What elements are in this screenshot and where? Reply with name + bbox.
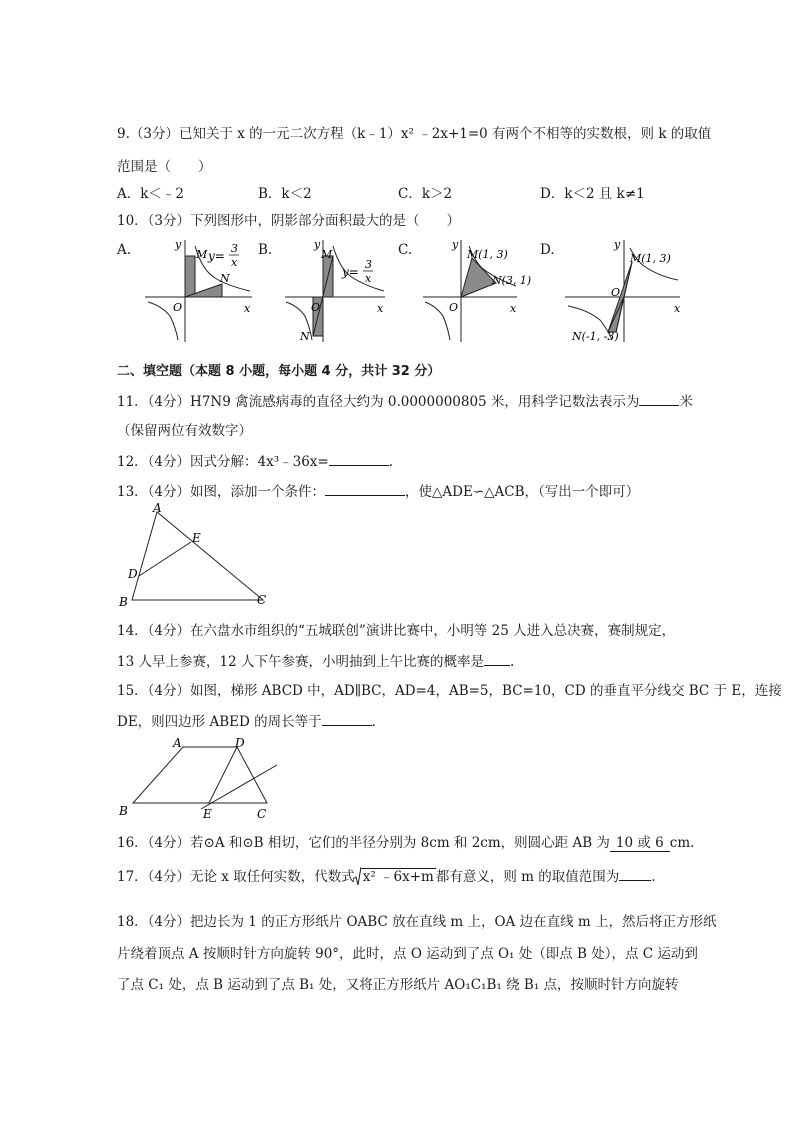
fig-a-func-y: y= (208, 249, 225, 263)
fig-b-origin-label: O (311, 301, 321, 314)
q13-answer-blank (325, 481, 405, 496)
q15-label-c: C (257, 807, 267, 820)
q13-label-a: A (153, 501, 162, 515)
q12-end: . (388, 454, 394, 470)
q15-text: DE，则四边形 ABED 的周长等于 (117, 714, 322, 730)
fig-c-n-label: N(3, 1) (492, 274, 532, 287)
q13-text-b: ，使△ADE∽△ACB，（写出一个即可） (405, 484, 640, 500)
q14-answer-blank (484, 651, 510, 666)
q10-text: 10．（3分）下列图形中，阴影部分面积最大的是（ ） (117, 213, 461, 229)
fig-b-x-label: x (377, 302, 384, 315)
q11-unit: 米 (679, 394, 693, 410)
q16-line (117, 833, 694, 853)
fig-d-origin-label: O (611, 286, 621, 299)
q14-line1: 14．（4分）在六盘水市组织的“五城联创”演讲比赛中，小明等 25 人进入总决赛，赛制规定， (117, 623, 676, 639)
q17-line (117, 866, 656, 887)
q10-letter-b: B. (258, 242, 273, 258)
q11-line1 (117, 391, 693, 412)
fig-b-n-label: N (300, 330, 310, 343)
fig-a-origin-label: O (173, 301, 183, 314)
fig-d-x-label: x (674, 302, 681, 315)
q9-option-d: D．k＜2 且 k≠1 (540, 186, 645, 202)
q15-answer-blank (322, 711, 372, 726)
q15-label-d: D (235, 736, 245, 750)
q15-label-e: E (203, 807, 212, 820)
q17-answer-blank (619, 866, 651, 881)
q10-figure-c (420, 236, 540, 346)
fig-b-func-y: y= (342, 265, 359, 279)
q13-label-d: D (128, 567, 138, 581)
fig-a-func-num: 3 (231, 242, 238, 255)
q15-line2 (117, 711, 376, 732)
q14-text: 13 人早上参赛，12 人下午参赛，小明抽到上午比赛的概率是 (117, 654, 484, 670)
fig-c-origin-label: O (449, 301, 459, 314)
radical-sign-icon (353, 867, 361, 887)
q15-end: . (371, 714, 376, 730)
fig-b-m-label: M (321, 248, 333, 261)
q17-text-b: 都有意义，则 m 的取值范围为 (435, 869, 620, 885)
q10-figure-a (140, 236, 260, 346)
q13-label-c: C (257, 593, 267, 607)
q11-line2: （保留两位有效数字） (117, 423, 252, 439)
q14-end: . (509, 654, 515, 670)
q17-radical (355, 867, 436, 887)
q16-text: 16．（4分）若⊙A 和⊙B 相切，它们的半径分别为 8cm 和 2cm，则圆心距 AB 为 (117, 835, 610, 851)
q9-option-a: A．k＜﹣2 (117, 186, 185, 202)
q9-line2: 范围是（ ） (117, 159, 212, 175)
q13-line (117, 481, 639, 502)
q15-figure (115, 735, 295, 820)
fig-a-n-label: N (220, 272, 230, 285)
fig-d-y-label: y (614, 238, 621, 251)
q9-line1: 9.（3分）已知关于 x 的一元二次方程（k﹣1）x² ﹣2x+1=0 有两个不相等的实数根，则 k 的取值 (117, 126, 712, 142)
fig-b-func-num: 3 (365, 258, 372, 271)
q11-answer-blank (639, 391, 679, 406)
fig-a-func-den: x (231, 256, 238, 269)
q10-letter-d: D. (540, 242, 555, 258)
fig-a-x-label: x (244, 302, 251, 315)
q11-text: 11．（4分）H7N9 禽流感病毒的直径大约为 0.0000000805 米，用科学记数法表示为 (117, 394, 640, 410)
fig-c-y-label: y (452, 238, 459, 251)
q10-figure-d (560, 236, 685, 346)
fig-b-func-den: x (365, 272, 372, 285)
fig-d-n-label: N(-1, -3) (572, 330, 619, 343)
q12-text: 12．（4分）因式分解：4x³﹣36x= (117, 454, 329, 470)
q9-option-c: C．k＞2 (398, 186, 453, 202)
fig-a-y-label: y (175, 238, 182, 251)
q10-letter-c: C. (398, 242, 413, 258)
q17-end: . (651, 869, 656, 885)
q15-label-b: B (119, 804, 128, 818)
fig-a-m-label: M (196, 248, 208, 261)
q14-line2 (117, 651, 514, 672)
q10-figure-b (280, 236, 400, 346)
q17-radicand: x² ﹣6x+m (362, 869, 434, 885)
q16-unit: cm. (669, 835, 695, 851)
q13-label-e: E (192, 531, 201, 545)
q18-line1: 18．（4分）把边长为 1 的正方形纸片 OABC 放在直线 m 上，OA 边在直线 m 上，然后将正方形纸 (117, 914, 717, 930)
q12-answer-blank (329, 451, 389, 466)
q16-answer: 10 或 6 (610, 835, 670, 852)
fig-c-x-label: x (510, 302, 517, 315)
q10-letter-a: A. (117, 242, 132, 258)
q18-line2: 片绕着顶点 A 按顺时针方向旋转 90°，此时，点 O 运动到了点 O₁ 处（即点 B 处），点 C 运动到 (117, 946, 698, 962)
q13-label-b: B (119, 595, 128, 609)
section-2-title: 二、填空题（本题 8 小题，每小题 4 分，共计 32 分） (117, 364, 441, 379)
q9-option-b: B．k＜2 (258, 186, 312, 202)
q18-line3: 了点 C₁ 处，点 B 运动到了点 B₁ 处，又将正方形纸片 AO₁C₁B₁ 绕 B₁ 点，按顺时针方向旋转 (117, 977, 679, 993)
q13-text-a: 13．（4分）如图，添加一个条件： (117, 484, 326, 500)
fig-b-y-label: y (314, 238, 321, 251)
q12-line (117, 451, 393, 472)
fig-c-m-label: M(1, 3) (467, 248, 508, 261)
q15-line1: 15．（4分）如图，梯形 ABCD 中，AD∥BC，AD=4，AB=5，BC=10，CD 的垂直平分线交 BC 于 E，连接 (117, 683, 782, 699)
fig-d-m-label: M(1, 3) (630, 252, 671, 265)
q17-text-a: 17．（4分）无论 x 取任何实数，代数式 (117, 869, 355, 885)
q13-figure (115, 500, 280, 610)
q15-label-a: A (173, 736, 182, 750)
